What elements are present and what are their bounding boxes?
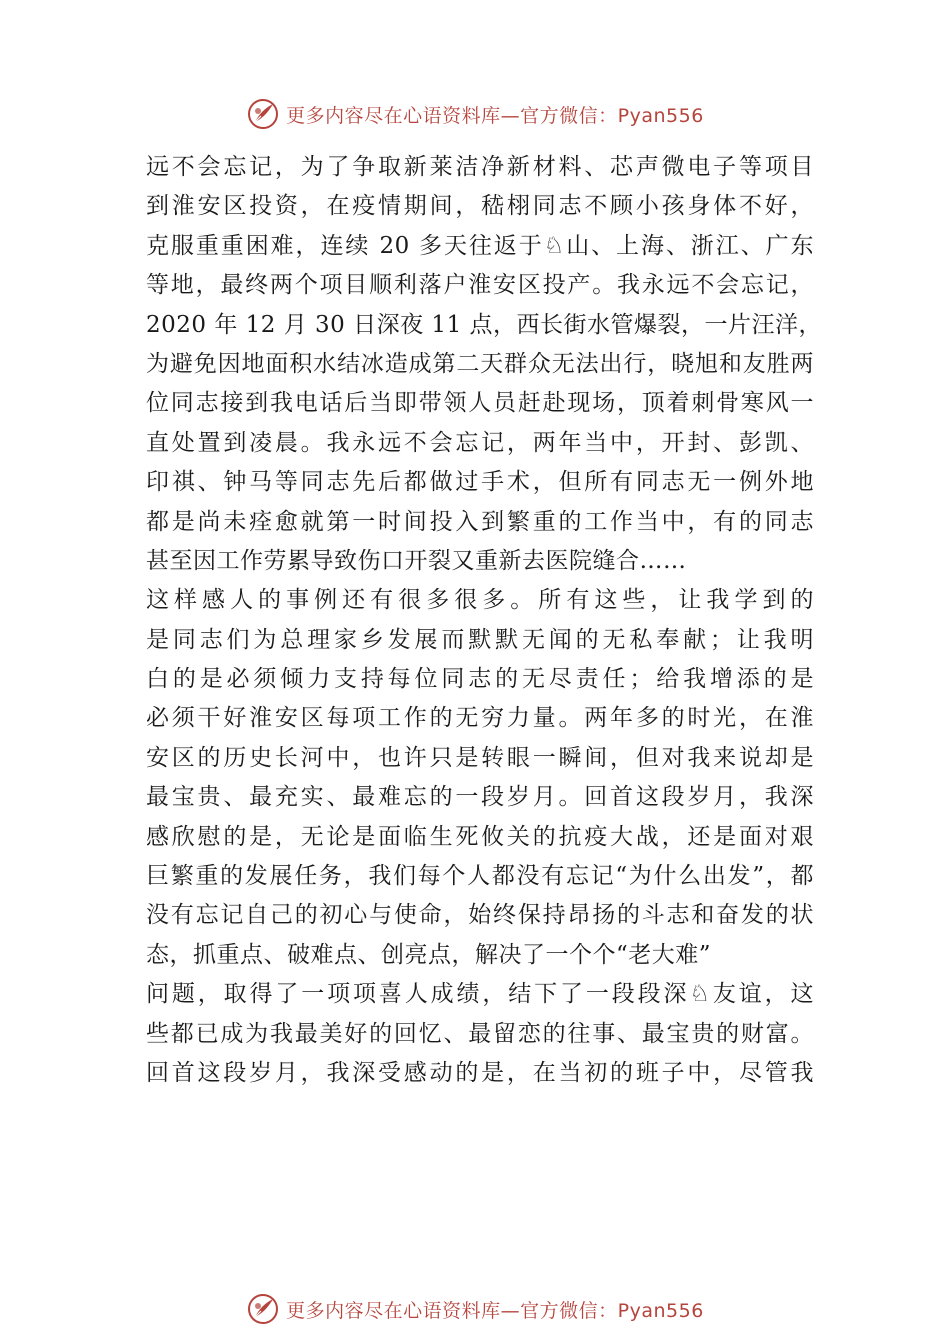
feather-pen-logo-icon — [246, 97, 280, 131]
text-line: 必须干好淮安区每项工作的无穷力量。两年多的时光，在淮 — [146, 705, 814, 732]
text-line: 白的是必须倾力支持每位同志的无尽责任；给我增添的是 — [146, 666, 814, 693]
feather-pen-logo-icon — [246, 1292, 280, 1326]
text-line: 位同志接到我电话后当即带领人员赶赴现场，顶着刺骨寒风一 — [146, 390, 814, 417]
text-line: 态，抓重点、破难点、创亮点，解决了一个个“老大难” — [146, 941, 712, 968]
text-line: 等地，最终两个项目顺利落户淮安区投产。我永远不会忘记， — [146, 272, 814, 299]
text-line: 安区的历史长河中，也许只是转眼一瞬间，但对我来说却是 — [146, 744, 814, 771]
text-line: 回首这段岁月，我深受感动的是，在当初的班子中，尽管我 — [146, 1059, 814, 1086]
text-line: 克服重重困难，连续 20 多天往返于♘山、上海、浙江、广东 — [146, 232, 814, 259]
text-line: 甚至因工作劳累导致伤口开裂又重新去医院缝合…… — [146, 547, 687, 574]
text-line: 问题，取得了一项项喜人成绩，结下了一段段深♘友谊，这 — [146, 981, 814, 1008]
text-line: 远不会忘记，为了争取新莱洁净新材料、芯声微电子等项目 — [146, 154, 814, 180]
text-line: 没有忘记自己的初心与使命，始终保持昂扬的斗志和奋发的状 — [146, 902, 814, 929]
body-text — [146, 148, 823, 1093]
text-line: 是同志们为总理家乡发展而默默无闻的无私奉献；让我明 — [146, 626, 814, 653]
footer-banner — [0, 1289, 950, 1329]
text-line: 都是尚未痊愈就第一时间投入到繁重的工作当中，有的同志 — [146, 508, 814, 535]
text-line: 直处置到凌晨。我永远不会忘记，两年当中，开封、彭凯、 — [146, 429, 814, 456]
text-line: 印祺、钟马等同志先后都做过手术，但所有同志无一例外地 — [146, 469, 814, 496]
text-line: 巨繁重的发展任务，我们每个人都没有忘记“为什么出发”，都 — [146, 863, 814, 890]
footer-banner-text: 更多内容尽在心语资料库—官方微信：Pyan556 — [286, 1299, 704, 1322]
text-line: 些都已成为我最美好的回忆、最留恋的往事、最宝贵的财富。 — [146, 1020, 814, 1047]
text-line: 到淮安区投资，在疫情期间，嵇栩同志不顾小孩身体不好， — [146, 193, 814, 220]
header-banner — [0, 94, 950, 134]
header-banner-text: 更多内容尽在心语资料库—官方微信：Pyan556 — [286, 104, 704, 127]
text-line: 为避免因地面积水结冰造成第二天群众无法出行，晓旭和友胜两 — [146, 350, 814, 377]
text-line: 2020 年 12 月 30 日深夜 11 点，西长街水管爆裂，一片汪洋， — [146, 311, 823, 338]
text-line: 感欣慰的是，无论是面临生死攸关的抗疫大战，还是面对艰 — [146, 823, 814, 850]
text-line: 最宝贵、最充实、最难忘的一段岁月。回首这段岁月，我深 — [146, 784, 814, 811]
text-line: 这样感人的事例还有很多很多。所有这些，让我学到的 — [146, 587, 814, 614]
